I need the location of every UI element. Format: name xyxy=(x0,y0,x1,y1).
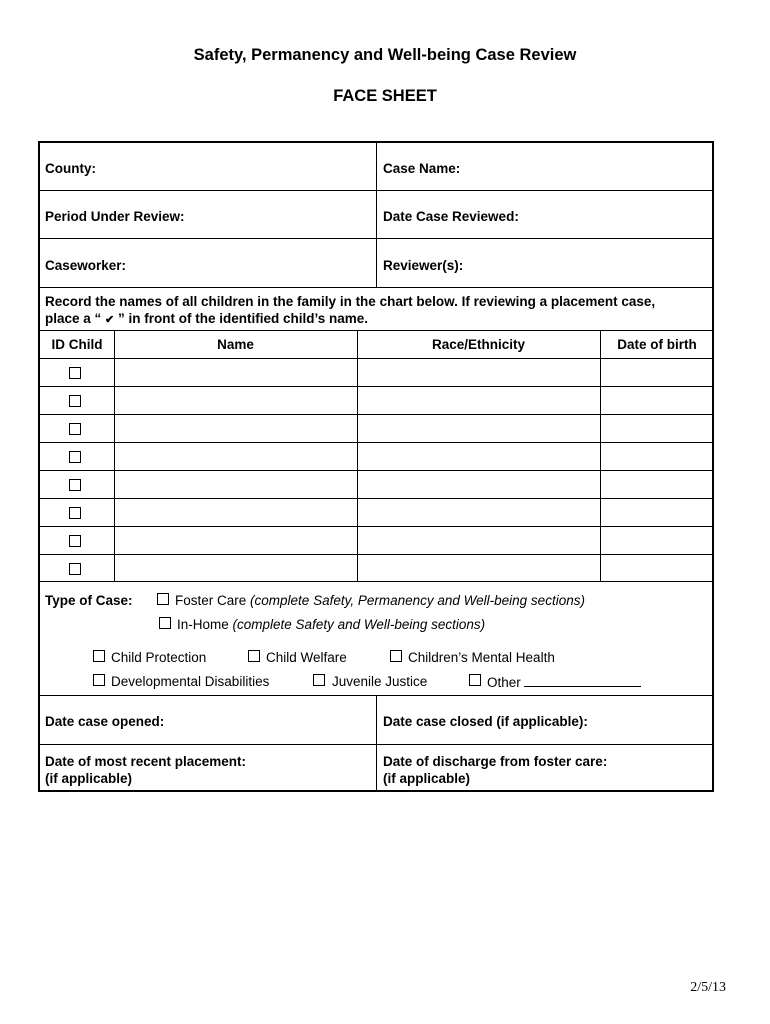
reviewers-label: Reviewer(s): xyxy=(383,258,464,273)
checkmark-icon: ✔ xyxy=(105,314,115,326)
child-protection-checkbox[interactable] xyxy=(93,650,105,662)
other-label: Other xyxy=(487,675,521,690)
in-home-note: (complete Safety and Well-being sections) xyxy=(232,617,486,632)
foster-care-note: (complete Safety, Permanency and Well-being sections) xyxy=(250,593,585,608)
date-case-closed-label: Date case closed (if applicable): xyxy=(383,714,588,729)
developmental-disabilities-label: Developmental Disabilities xyxy=(111,674,270,689)
foster-care-label: Foster Care xyxy=(175,593,247,608)
case-name-label: Case Name: xyxy=(383,161,461,176)
row-divider xyxy=(40,498,712,499)
date-recent-placement-label: Date of most recent placement: xyxy=(45,754,247,769)
other-option xyxy=(487,674,641,690)
in-home-option xyxy=(177,617,485,632)
row-divider xyxy=(40,358,712,359)
col-header-date-of-birth: Date of birth xyxy=(617,337,697,352)
other-checkbox[interactable] xyxy=(469,674,481,686)
county-label: County: xyxy=(45,161,96,176)
juvenile-justice-label: Juvenile Justice xyxy=(332,674,428,689)
instruction-line-1: Record the names of all children in the family in the chart below. If reviewing a placement case, xyxy=(45,294,656,309)
page-subtitle: FACE SHEET xyxy=(333,87,437,105)
childrens-mental-health-label: Children’s Mental Health xyxy=(408,650,555,665)
instruction-line-2 xyxy=(45,311,368,326)
id-child-checkbox[interactable] xyxy=(69,423,81,435)
column-divider xyxy=(114,330,115,581)
row-divider xyxy=(40,330,712,331)
id-child-checkbox[interactable] xyxy=(69,451,81,463)
id-child-checkbox[interactable] xyxy=(69,563,81,575)
col-header-race-ethnicity: Race/Ethnicity xyxy=(431,337,526,352)
date-case-reviewed-label: Date Case Reviewed: xyxy=(383,209,519,224)
column-divider xyxy=(376,695,377,792)
row-divider xyxy=(40,287,712,288)
row-divider xyxy=(40,581,712,582)
date-discharge-label: Date of discharge from foster care: xyxy=(383,754,608,769)
page-title: Safety, Permanency and Well-being Case Review xyxy=(193,46,577,64)
foster-care-checkbox[interactable] xyxy=(157,593,169,605)
instruction-line-2-start: place a “ xyxy=(45,311,106,326)
col-header-id-child: ID Child xyxy=(51,337,103,352)
revision-date: 2/5/13 xyxy=(690,980,726,995)
caseworker-label: Caseworker: xyxy=(45,258,127,273)
childrens-mental-health-checkbox[interactable] xyxy=(390,650,402,662)
row-divider xyxy=(40,442,712,443)
column-divider xyxy=(376,143,377,287)
id-child-checkbox[interactable] xyxy=(69,479,81,491)
other-fill-line[interactable] xyxy=(524,674,641,687)
child-welfare-checkbox[interactable] xyxy=(248,650,260,662)
row-divider xyxy=(40,526,712,527)
in-home-checkbox[interactable] xyxy=(159,617,171,629)
row-divider xyxy=(40,554,712,555)
column-divider xyxy=(600,330,601,581)
developmental-disabilities-checkbox[interactable] xyxy=(93,674,105,686)
discharge-if-applicable: (if applicable) xyxy=(383,771,471,786)
id-child-checkbox[interactable] xyxy=(69,395,81,407)
juvenile-justice-checkbox[interactable] xyxy=(313,674,325,686)
instruction-line-2-end: ” in front of the identified child’s name. xyxy=(114,311,369,326)
child-welfare-label: Child Welfare xyxy=(266,650,347,665)
type-of-case-label: Type of Case: xyxy=(45,593,133,608)
period-under-review-label: Period Under Review: xyxy=(45,209,185,224)
date-case-opened-label: Date case opened: xyxy=(45,714,165,729)
face-sheet-form xyxy=(38,141,714,792)
row-divider xyxy=(40,386,712,387)
col-header-name: Name xyxy=(217,337,254,352)
row-divider xyxy=(40,414,712,415)
recent-placement-if-applicable: (if applicable) xyxy=(45,771,133,786)
row-divider xyxy=(40,470,712,471)
in-home-label: In-Home xyxy=(177,617,229,632)
id-child-checkbox[interactable] xyxy=(69,367,81,379)
column-divider xyxy=(357,330,358,581)
id-child-checkbox[interactable] xyxy=(69,535,81,547)
id-child-checkbox[interactable] xyxy=(69,507,81,519)
foster-care-option xyxy=(175,593,585,608)
child-protection-label: Child Protection xyxy=(111,650,207,665)
